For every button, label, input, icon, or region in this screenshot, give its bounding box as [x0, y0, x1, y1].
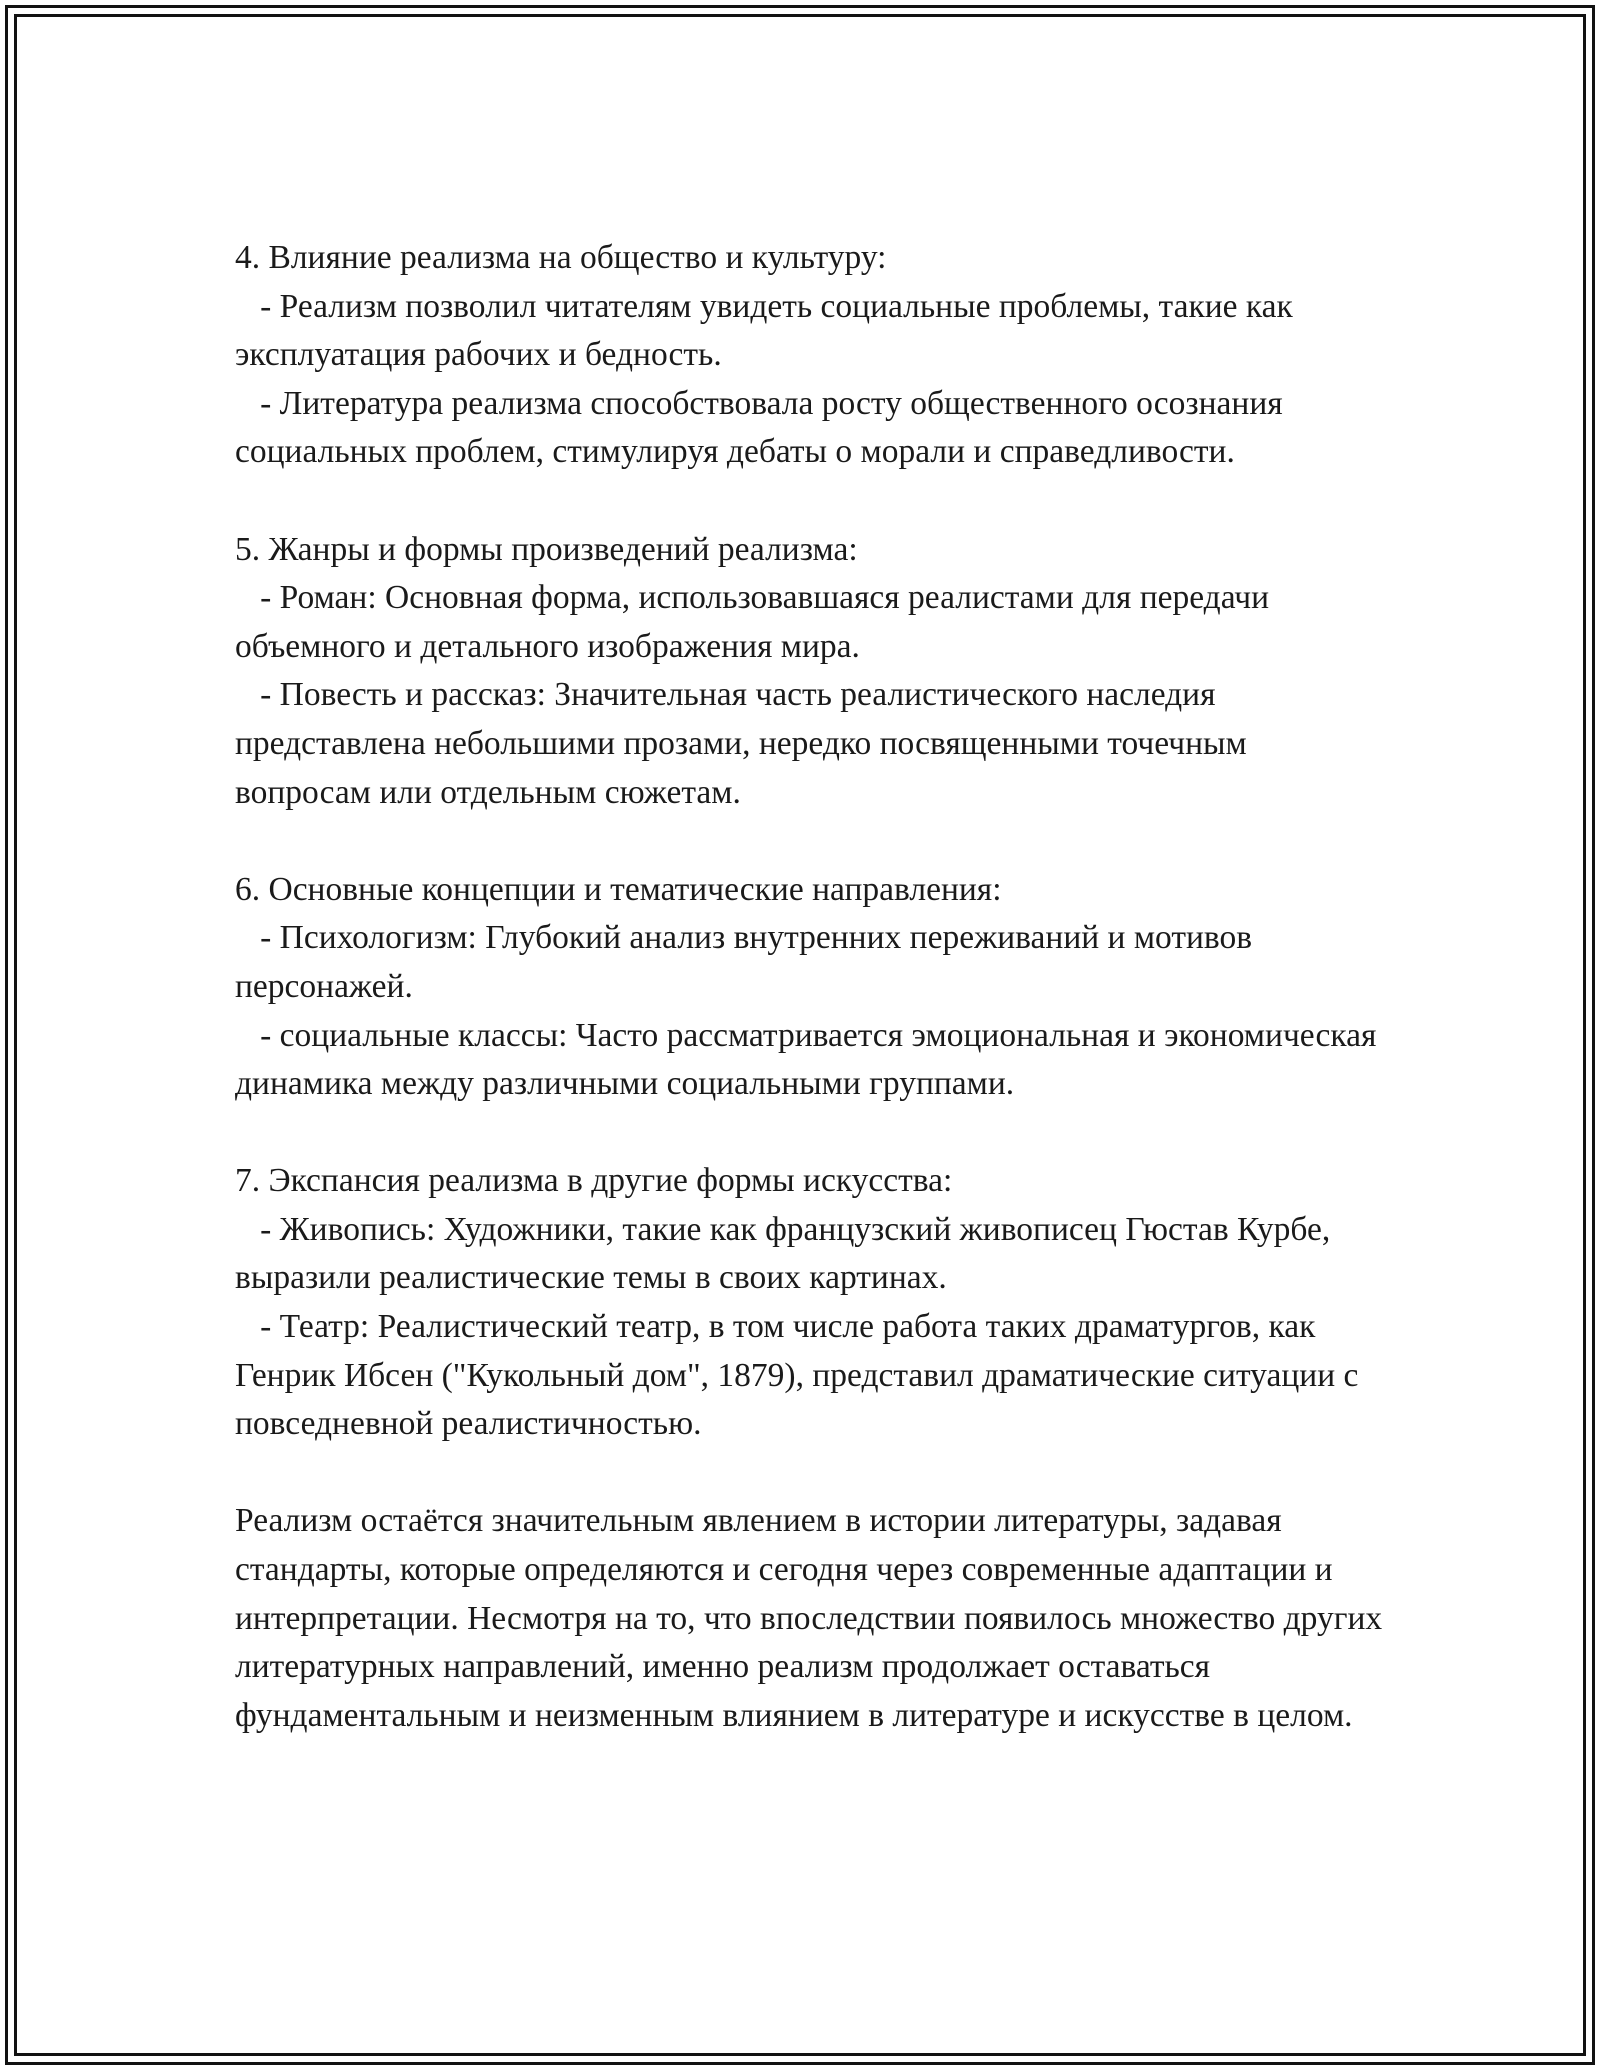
conclusion-text: Реализм остаётся значительным явлением в истории литературы, задавая стандарты, которые определяются и сегодня через современные адаптации и интерпретации. Несмотря на то, что впоследствии появилось множество других литературных направлений, именно реализм продолжает оставаться фундаментальным и неизменным влиянием в литературе и искусстве в целом. — [235, 1502, 1391, 1734]
section-4 — [235, 234, 1385, 477]
section-heading: 4. Влияние реализма на общество и культуру: — [235, 239, 887, 276]
list-item: - Повесть и рассказ: Значительная часть реалистического наследия представлена небольшими прозами, нередко посвященными точечным вопросам или отдельным сюжетам. — [235, 676, 1256, 811]
list-item: - Роман: Основная форма, использовавшаяся реалистами для передачи объемного и детального изображения мира. — [235, 579, 1278, 665]
list-item: - Реализм позволил читателям увидеть социальные проблемы, такие как эксплуатация рабочих и бедность. — [235, 287, 1302, 374]
section-heading: 6. Основные концепции и тематические направления: — [235, 870, 1002, 908]
list-item: - Литература реализма способствовала росту общественного осознания социальных проблем, стимулируя дебаты о морали и справедливости. — [235, 384, 1292, 471]
list-item: - Психологизм: Глубокий анализ внутренних переживаний и мотивов персонажей. — [235, 919, 1261, 1005]
list-item: - социальные классы: Часто рассматривается эмоциональная и экономическая динамика между различными социальными группами. — [235, 1016, 1385, 1103]
list-item: - Живопись: Художники, такие как французский живописец Гюстав Курбе, выразили реалистические темы в своих картинах. — [235, 1210, 1339, 1297]
section-heading: 5. Жанры и формы произведений реализма: — [235, 530, 858, 568]
section-6 — [235, 866, 1385, 1109]
conclusion-paragraph — [235, 1497, 1391, 1740]
list-item: - Театр: Реалистический театр, в том числе работа таких драматургов, как Генрик Ибсен ("Кукольный дом", 1879), представил драматические ситуации с повседневной реалистичностью. — [235, 1308, 1367, 1443]
section-5 — [235, 526, 1385, 818]
document-body — [235, 234, 1391, 1740]
section-7 — [235, 1157, 1385, 1449]
section-heading: 7. Экспансия реализма в другие формы искусства: — [235, 1162, 953, 1200]
